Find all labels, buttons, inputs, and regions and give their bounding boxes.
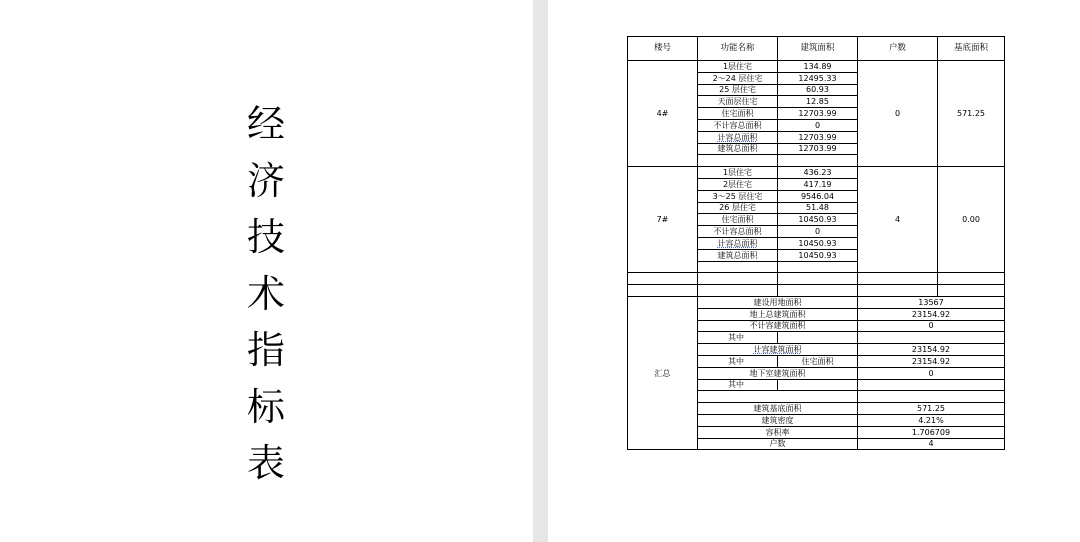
vertical-title [236, 96, 296, 492]
indicator-name: 住宅面积 [778, 355, 858, 367]
empty-cell [698, 391, 858, 403]
floor-area: 60.93 [778, 84, 858, 96]
floor-area: 134.89 [778, 61, 858, 73]
empty-cell [698, 261, 778, 273]
indicator-value: 0 [858, 367, 1005, 379]
indicator-name: 户数 [698, 438, 858, 450]
function-name: 住宅面积 [698, 214, 778, 226]
function-name: 不计容总面积 [698, 119, 778, 131]
households: 0 [858, 61, 938, 167]
floor-area: 12495.33 [778, 72, 858, 84]
building-label: 7# [628, 167, 698, 273]
title-char: 指 [246, 328, 285, 372]
of-which-label: 其中 [698, 379, 778, 391]
function-name: 1层住宅 [698, 61, 778, 73]
indicator-name: 建设用地面积 [698, 296, 858, 308]
function-name: 建筑总面积 [698, 143, 778, 155]
of-which-label: 其中 [698, 332, 778, 344]
empty-cell [778, 273, 858, 285]
function-name [698, 237, 778, 249]
table-header-row [628, 37, 1005, 61]
empty-cell [628, 273, 698, 285]
floor-area: 417.19 [778, 178, 858, 190]
indicator-name: 地下室建筑面积 [698, 367, 858, 379]
indicator-value: 1.706709 [858, 426, 1005, 438]
table-row [628, 167, 1005, 179]
indicator-value: 23154.92 [858, 355, 1005, 367]
indicator-value: 0 [858, 320, 1005, 332]
indicator-value: 571.25 [858, 403, 1005, 415]
indicator-name: 不计容建筑面积 [698, 320, 858, 332]
function-name: 25 层住宅 [698, 84, 778, 96]
table-row [628, 285, 1005, 297]
base-area: 571.25 [938, 61, 1005, 167]
indicator-name: 地上总建筑面积 [698, 308, 858, 320]
floor-area: 0 [778, 119, 858, 131]
base-area: 0.00 [938, 167, 1005, 273]
empty-cell [698, 155, 778, 167]
title-char: 标 [246, 384, 285, 429]
empty-cell [938, 273, 1005, 285]
indicator-value: 4 [858, 438, 1005, 450]
floor-area: 10450.93 [778, 237, 858, 249]
header-floor-area: 建筑面积 [778, 37, 858, 61]
function-name [698, 131, 778, 143]
floor-area: 10450.93 [778, 214, 858, 226]
empty-cell [698, 273, 778, 285]
title-char: 术 [246, 271, 285, 316]
empty-cell [858, 332, 1005, 344]
function-name-text: 计容总面积 [717, 132, 758, 142]
function-name: 2层住宅 [698, 178, 778, 190]
floor-area: 9546.04 [778, 190, 858, 202]
building-label: 4# [628, 61, 698, 167]
header-base-area: 基底面积 [938, 37, 1005, 61]
table-row [628, 273, 1005, 285]
households: 4 [858, 167, 938, 273]
indicator-value: 23154.92 [858, 308, 1005, 320]
title-char: 经 [246, 102, 285, 146]
empty-cell [858, 379, 1005, 391]
empty-cell [628, 285, 698, 297]
floor-area: 12703.99 [778, 108, 858, 120]
floor-area: 51.48 [778, 202, 858, 214]
table-row [628, 61, 1005, 73]
of-which-label: 其中 [698, 355, 778, 367]
function-name: 不计容总面积 [698, 226, 778, 238]
table-row [628, 296, 1005, 308]
empty-cell [778, 379, 858, 391]
header-function-name: 功能名称 [698, 37, 778, 61]
empty-cell [938, 285, 1005, 297]
indicator-name: 建筑密度 [698, 414, 858, 426]
indicator-name [698, 344, 858, 356]
floor-area: 12703.99 [778, 131, 858, 143]
title-char: 济 [246, 158, 285, 203]
title-page [0, 0, 533, 542]
indicator-name-text: 计容建筑面积 [753, 345, 802, 355]
header-households: 户数 [858, 37, 938, 61]
function-name: 住宅面积 [698, 108, 778, 120]
empty-cell [698, 285, 778, 297]
empty-cell [858, 391, 1005, 403]
title-char: 技 [246, 215, 285, 259]
title-char: 表 [246, 441, 285, 485]
function-name: 3～25 层住宅 [698, 190, 778, 202]
indicator-value: 4.21% [858, 414, 1005, 426]
floor-area: 436.23 [778, 167, 858, 179]
indicator-name: 建筑基底面积 [698, 403, 858, 415]
page-gutter [533, 0, 548, 542]
floor-area: 10450.93 [778, 249, 858, 261]
floor-area: 12703.99 [778, 143, 858, 155]
floor-area: 12.85 [778, 96, 858, 108]
function-name: 建筑总面积 [698, 249, 778, 261]
function-name: 2～24 层住宅 [698, 72, 778, 84]
indicator-name: 容积率 [698, 426, 858, 438]
table-page [548, 0, 1080, 542]
floor-area: 0 [778, 226, 858, 238]
indicator-value: 23154.92 [858, 344, 1005, 356]
empty-cell [778, 285, 858, 297]
economic-indicator-table [627, 36, 1005, 450]
indicator-value: 13567 [858, 296, 1005, 308]
header-building-no: 楼号 [628, 37, 698, 61]
function-name: 1层住宅 [698, 167, 778, 179]
empty-cell [778, 261, 858, 273]
empty-cell [858, 273, 938, 285]
function-name-text: 计容总面积 [717, 238, 758, 248]
function-name: 26 层住宅 [698, 202, 778, 214]
empty-cell [858, 285, 938, 297]
summary-label: 汇总 [628, 296, 698, 449]
empty-cell [778, 155, 858, 167]
function-name: 天面层住宅 [698, 96, 778, 108]
empty-cell [778, 332, 858, 344]
